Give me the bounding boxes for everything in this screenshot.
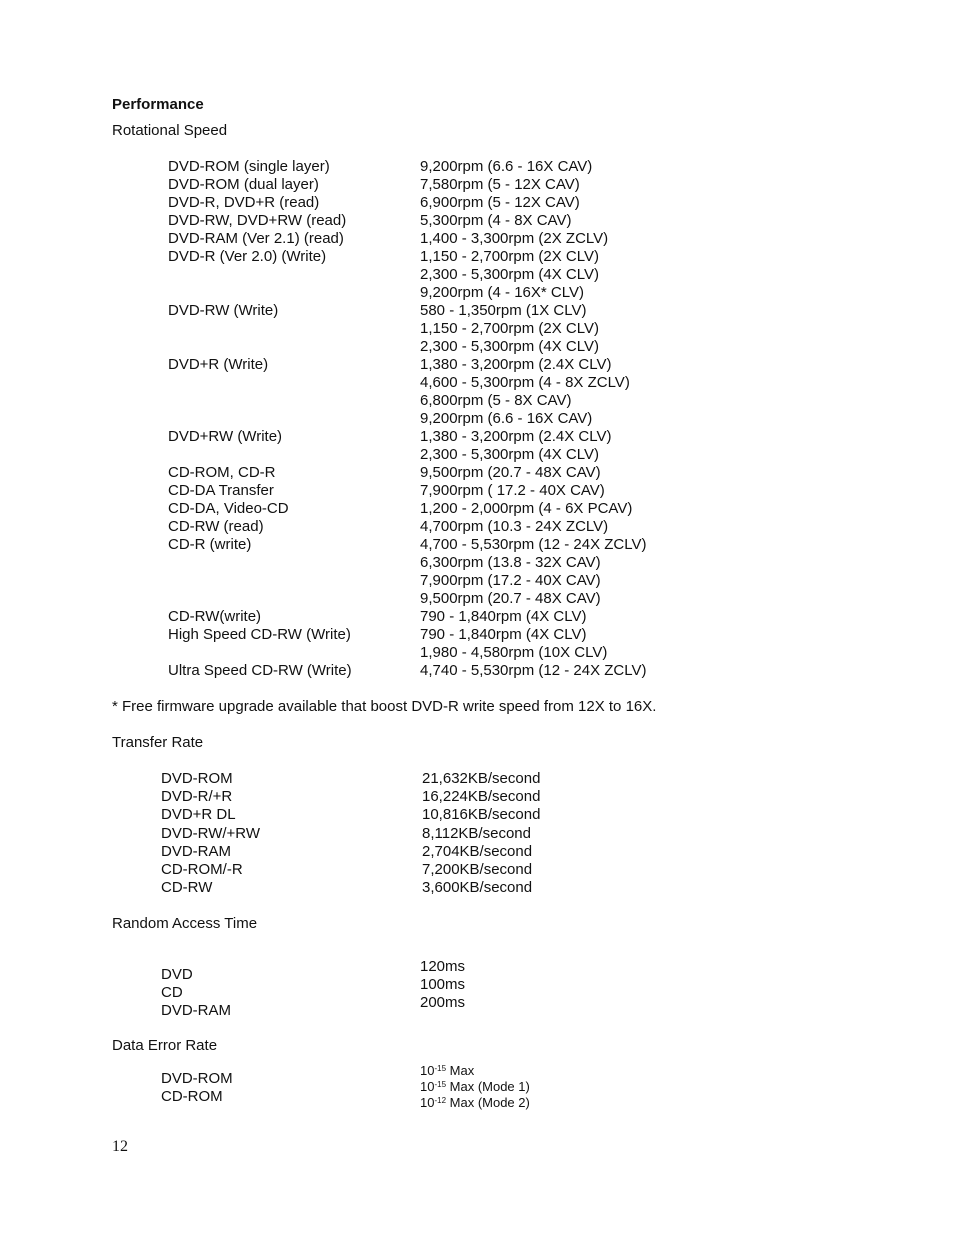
table-row bbox=[0, 176, 954, 194]
row-value: 7,900rpm ( 17.2 - 40X CAV) bbox=[420, 482, 605, 499]
access-value: 100ms bbox=[420, 976, 466, 993]
row-value: 7,200KB/second bbox=[422, 861, 533, 878]
table-row bbox=[0, 608, 954, 626]
table-row bbox=[0, 806, 954, 824]
error-labels bbox=[161, 1070, 233, 1106]
row-value: 4,700 - 5,530rpm (12 - 24X ZCLV) bbox=[420, 536, 647, 553]
table-row bbox=[0, 194, 954, 212]
row-label: High Speed CD-RW (Write) bbox=[168, 626, 351, 643]
row-label: CD-ROM, CD-R bbox=[168, 464, 276, 481]
row-value: 5,300rpm (4 - 8X CAV) bbox=[420, 212, 572, 229]
row-label: CD-RW(write) bbox=[168, 608, 262, 625]
table-row bbox=[0, 338, 954, 356]
access-values bbox=[420, 958, 465, 1012]
row-value: 790 - 1,840rpm (4X CLV) bbox=[420, 626, 587, 643]
error-label: CD-ROM bbox=[161, 1088, 223, 1105]
row-value: 10,816KB/second bbox=[422, 806, 541, 824]
row-label: DVD-ROM bbox=[161, 770, 233, 787]
error-values bbox=[420, 1063, 530, 1111]
table-row bbox=[0, 266, 954, 284]
table-row bbox=[0, 230, 954, 248]
data-error-title: Data Error Rate bbox=[112, 1037, 218, 1054]
table-row bbox=[0, 590, 954, 608]
row-label: CD-DA, Video-CD bbox=[168, 500, 289, 517]
row-value: 2,704KB/second bbox=[422, 842, 533, 860]
table-row bbox=[0, 158, 954, 176]
table-row bbox=[0, 464, 954, 482]
transfer-rate-title: Transfer Rate bbox=[112, 734, 204, 751]
table-row bbox=[0, 572, 954, 590]
row-label: DVD-ROM (single layer) bbox=[168, 158, 330, 175]
error-value: $10^{-15}$ Max bbox=[420, 1063, 475, 1078]
table-row bbox=[0, 626, 954, 644]
table-row bbox=[0, 554, 954, 572]
row-label: Ultra Speed CD-RW (Write) bbox=[168, 662, 352, 679]
access-label: DVD-RAM bbox=[161, 1002, 231, 1019]
row-value: 16,224KB/second bbox=[422, 788, 541, 806]
table-row bbox=[0, 482, 954, 500]
row-value: 7,900rpm (17.2 - 40X CAV) bbox=[420, 572, 601, 589]
table-row bbox=[0, 536, 954, 554]
row-value: 9,200rpm (6.6 - 16X CAV) bbox=[420, 158, 593, 175]
row-value: 2,300 - 5,300rpm (4X CLV) bbox=[420, 338, 599, 355]
table-row bbox=[0, 861, 954, 879]
row-label: DVD-RW (Write) bbox=[168, 302, 279, 319]
table-row bbox=[0, 212, 954, 230]
row-label: DVD-ROM (dual layer) bbox=[168, 176, 319, 193]
row-label: DVD-R/+R bbox=[161, 788, 233, 806]
error-label: DVD-ROM bbox=[161, 1070, 233, 1087]
row-value: 9,500rpm (20.7 - 48X CAV) bbox=[420, 590, 601, 607]
row-value: 9,200rpm (4 - 16X* CLV) bbox=[420, 284, 584, 301]
row-value: 4,600 - 5,300rpm (4 - 8X ZCLV) bbox=[420, 374, 630, 391]
table-row bbox=[0, 843, 954, 861]
table-row bbox=[0, 788, 954, 806]
table-row bbox=[0, 500, 954, 518]
row-label: DVD-RAM (Ver 2.1) (read) bbox=[168, 230, 344, 247]
table-row bbox=[0, 825, 954, 843]
table-row bbox=[0, 428, 954, 446]
access-labels bbox=[161, 966, 231, 1020]
row-label: CD-ROM/-R bbox=[161, 861, 243, 878]
row-value: 790 - 1,840rpm (4X CLV) bbox=[420, 608, 587, 625]
row-label: DVD-RW, DVD+RW (read) bbox=[168, 212, 347, 229]
row-label: DVD-R, DVD+R (read) bbox=[168, 194, 320, 211]
row-value: 1,150 - 2,700rpm (2X CLV) bbox=[420, 248, 599, 265]
row-value: 1,400 - 3,300rpm (2X ZCLV) bbox=[420, 230, 609, 247]
row-value: 6,900rpm (5 - 12X CAV) bbox=[420, 194, 580, 211]
row-value: 580 - 1,350rpm (1X CLV) bbox=[420, 302, 587, 319]
row-value: 8,112KB/second bbox=[422, 824, 531, 842]
table-row bbox=[0, 248, 954, 266]
table-row bbox=[0, 302, 954, 320]
row-value: 4,740 - 5,530rpm (12 - 24X ZCLV) bbox=[420, 662, 647, 679]
row-label: DVD-RW/+RW bbox=[161, 824, 261, 842]
access-value: 200ms bbox=[420, 994, 466, 1011]
error-value: $10^{-12}$ Max (Mode 2) bbox=[420, 1095, 530, 1110]
firmware-footnote: * Free firmware upgrade available that boost DVD-R write speed from 12X to 16X. bbox=[112, 698, 657, 715]
page-number: 12 bbox=[112, 1138, 128, 1155]
row-value: 2,300 - 5,300rpm (4X CLV) bbox=[420, 266, 599, 283]
table-row bbox=[0, 644, 954, 662]
row-value: 9,500rpm (20.7 - 48X CAV) bbox=[420, 464, 601, 481]
row-value: 6,800rpm (5 - 8X CAV) bbox=[420, 392, 572, 409]
row-label: CD-RW (read) bbox=[168, 518, 264, 535]
row-label: DVD-R (Ver 2.0) (Write) bbox=[168, 248, 327, 265]
access-value: 120ms bbox=[420, 958, 466, 975]
row-value: 1,380 - 3,200rpm (2.4X CLV) bbox=[420, 356, 612, 373]
access-label: DVD bbox=[161, 966, 193, 983]
row-value: 3,600KB/second bbox=[422, 879, 533, 897]
table-row bbox=[0, 879, 954, 897]
row-value: 1,980 - 4,580rpm (10X CLV) bbox=[420, 644, 608, 661]
row-value: 1,150 - 2,700rpm (2X CLV) bbox=[420, 320, 599, 337]
row-value: 1,380 - 3,200rpm (2.4X CLV) bbox=[420, 428, 612, 445]
row-value: 2,300 - 5,300rpm (4X CLV) bbox=[420, 446, 599, 463]
row-label: DVD+R DL bbox=[161, 806, 236, 824]
row-value: 4,700rpm (10.3 - 24X ZCLV) bbox=[420, 518, 609, 535]
table-row bbox=[0, 374, 954, 392]
table-row bbox=[0, 284, 954, 302]
rotational-speed-title: Rotational Speed bbox=[112, 122, 228, 139]
row-label: CD-R (write) bbox=[168, 536, 252, 553]
table-row bbox=[0, 356, 954, 374]
table-row bbox=[0, 446, 954, 464]
section-heading: Performance bbox=[112, 96, 204, 113]
table-row bbox=[0, 320, 954, 338]
access-label: CD bbox=[161, 984, 183, 1001]
row-value: 1,200 - 2,000rpm (4 - 6X PCAV) bbox=[420, 500, 633, 517]
row-label: CD-DA Transfer bbox=[168, 482, 274, 499]
row-value: 7,580rpm (5 - 12X CAV) bbox=[420, 176, 580, 193]
error-value: $10^{-15}$ Max (Mode 1) bbox=[420, 1079, 530, 1094]
row-value: 21,632KB/second bbox=[422, 770, 541, 787]
table-row bbox=[0, 410, 954, 428]
table-row bbox=[0, 662, 954, 680]
row-label: CD-RW bbox=[161, 879, 213, 897]
row-label: DVD+R (Write) bbox=[168, 356, 269, 373]
row-label: DVD-RAM bbox=[161, 842, 231, 860]
table-row bbox=[0, 392, 954, 410]
table-row bbox=[0, 770, 954, 788]
random-access-title: Random Access Time bbox=[112, 915, 258, 932]
table-row bbox=[0, 518, 954, 536]
row-label: DVD+RW (Write) bbox=[168, 428, 283, 445]
row-value: 9,200rpm (6.6 - 16X CAV) bbox=[420, 410, 593, 427]
row-value: 6,300rpm (13.8 - 32X CAV) bbox=[420, 554, 601, 571]
